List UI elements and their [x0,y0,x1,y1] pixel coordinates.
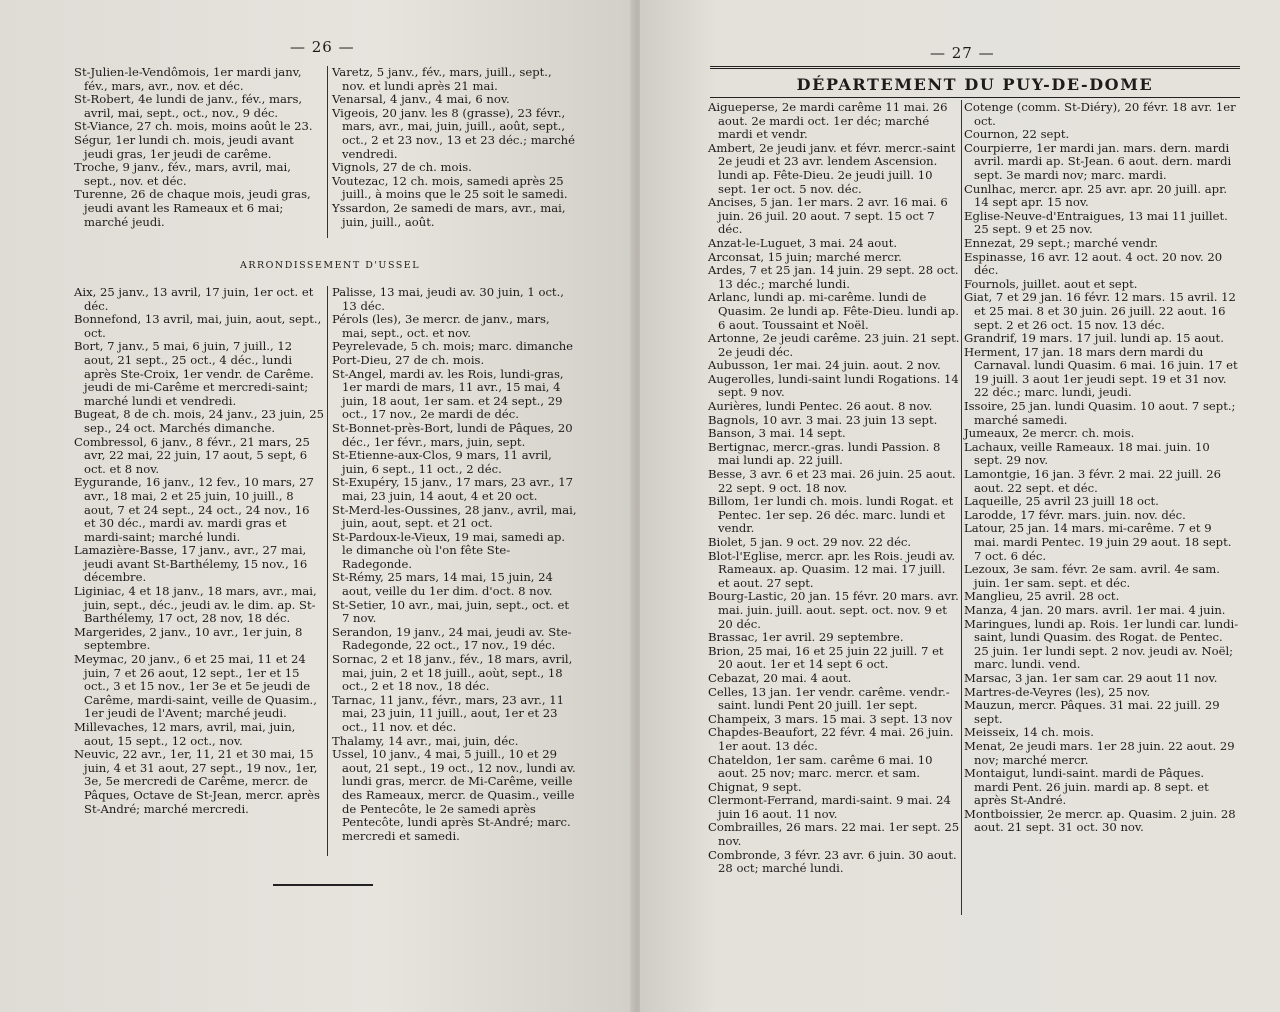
fair-entry: Mauzun, mercr. Pâques. 31 mai. 22 juill. 29 sept. [964,698,1220,726]
fair-entry: Arlanc, lundi ap. mi-carême. lundi de Quasim. 2e lundi ap. Fête-Dieu. lundi ap. 6 aout. Toussaint et Noël. [708,290,959,332]
fair-entry: Bagnols, 10 avr. 3 mai. 23 juin 13 sept. [708,412,938,427]
fair-entry: Issoire, 25 jan. lundi Quasim. 10 aout. 7 sept.; marché samedi. [964,399,1236,427]
fair-entry: Ardes, 7 et 25 jan. 14 juin. 29 sept. 28 oct. 13 déc.; marché lundi. [708,263,959,291]
fair-entry: Maringues, lundi ap. Rois. 1er lundi car. lundi-saint, lundi Quasim. des Rogat. de Pentec. 25 juin. 1er lundi sept. 2 nov. jeudi av. Noël; marc. lundi. vend. [964,616,1239,672]
right-page [640,0,1280,1012]
fair-entry: Peyrelevade, 5 ch. mois; marc. dimanche [332,339,574,354]
fair-entry: Menat, 2e jeudi mars. 1er 28 juin. 22 aout. 29 nov; marché mercr. [964,738,1235,767]
fair-entry: Cebazat, 20 mai. 4 aout. [708,670,852,685]
fair-entry: Laqueille, 25 avril 23 juill 18 oct. [964,494,1159,509]
heading-rule [710,66,1240,67]
fair-entry: Arconsat, 15 juin; marché mercr. [708,249,902,264]
fair-entry: St-Pardoux-le-Vieux, 19 mai, samedi ap. le dimanche où l'on fête Ste-Radegonde. [332,529,566,571]
fair-entry: Cotenge (comm. St-Diéry), 20 févr. 18 avr. 1er oct. [964,100,1236,128]
fair-entry: Neuvic, 22 avr., 1er, 11, 21 et 30 mai, 15 juin, 4 et 31 aout, 27 sept., 19 nov., 1er, 3e, 5e mercredi de Carême, mercr. de Pâques, Octave de St-Jean, mercr. après St-André; marché mercredi. [74,747,320,816]
fair-entry: Marsac, 3 jan. 1er sam car. 29 aout 11 nov. [964,670,1218,685]
fair-entry: Artonne, 2e jeudi carême. 23 juin. 21 sept. 2e jeudi déc. [708,331,960,359]
fair-entry: Banson, 3 mai. 14 sept. [708,426,846,441]
fair-entry: Cunlhac, mercr. apr. 25 avr. apr. 20 juill. apr. 14 sept apr. 15 nov. [964,181,1228,210]
column-d [332,286,578,843]
fair-entry: Clermont-Ferrand, mardi-saint. 9 mai. 24 juin 16 aout. 11 nov. [708,793,951,821]
fair-entry: Combronde, 3 févr. 23 avr. 6 juin. 30 aout. 28 oct; marché lundi. [708,847,957,876]
column-divider [961,100,962,915]
fair-entry: St-Robert, 4e lundi de janv., fév., mars, avril, mai, sept., oct., nov., 9 déc. [74,92,303,120]
fair-entry: Biolet, 5 jan. 9 oct. 29 nov. 22 déc. [708,535,912,549]
fair-entry: Bourg-Lastic, 20 jan. 15 févr. 20 mars. avr. mai. juin. juill. aout. sept. oct. nov. 9 et 20 déc. [708,589,959,631]
section-heading: ARRONDISSEMENT D'USSEL [239,260,421,271]
fair-entry: Voutezac, 12 ch. mois, samedi après 25 juill., à moins que le 25 soit le samedi. [332,173,568,202]
fair-entry: Martres-de-Veyres (les), 25 nov. [964,684,1151,699]
fair-entry: St-Etienne-aux-Clos, 9 mars, 11 avril, juin, 6 sept., 11 oct., 2 déc. [332,448,552,476]
fair-entry: Troche, 9 janv., fév., mars, avril, mai, sept., nov. et déc. [74,160,291,188]
fair-entry: Aubusson, 1er mai. 24 juin. aout. 2 nov. [708,358,941,373]
fair-entry: Manza, 4 jan. 20 mars. avril. 1er mai. 4 juin. [964,602,1226,617]
fair-entry: Manglieu, 25 avril. 28 oct. [964,589,1120,604]
fair-entry: St-Merd-les-Oussines, 28 janv., avril, mai, juin, aout, sept. et 21 oct. [332,502,577,531]
fair-entry: Liginiac, 4 et 18 janv., 18 mars, avr., mai, juin, sept., déc., jeudi av. le dim. ap. St-Barthélemy, 17 oct, 28 nov, 18 déc. [74,584,317,626]
fair-entry: Tarnac, 11 janv., févr., mars, 23 avr., 11 mai, 23 juin, 11 juill., aout, 1er et 23 oct., 11 nov. et déc. [332,692,564,734]
fair-entry: Montboissier, 2e mercr. ap. Quasim. 2 juin. 28 aout. 21 sept. 31 oct. 30 nov. [964,806,1236,835]
fair-entry: St-Exupéry, 15 janv., 17 mars, 23 avr., 17 mai, 23 juin, 14 aout, 4 et 20 oct. [332,475,574,503]
fair-entry: Ambert, 2e jeudi janv. et févr. mercr.-saint 2e jeudi et 23 avr. lendem Ascension. lundi ap. Fête-Dieu. 2e jeudi juill. 10 sept. 1er oct. 5 nov. déc. [708,140,956,196]
fair-entry: St-Setier, 10 avr., mai, juin, sept., oct. et 7 nov. [332,597,569,626]
column-divider [327,286,328,856]
fair-entry: Bort, 7 janv., 5 mai, 6 juin, 7 juill., 12 aout, 21 sept., 25 oct., 4 déc., lundi après Ste-Croix, 1er vendr. de Carême. jeudi de mi-Carême et mercredi-saint; marché lundi et vendredi. [74,339,314,408]
fair-entry: St-Julien-le-Vendômois, 1er mardi janv, fév., mars, avr., nov. et déc. [74,65,302,93]
fair-entry: Ussel, 10 janv., 4 mai, 5 juill., 10 et 29 aout, 21 sept., 19 oct., 12 nov., lundi av. lundi gras, mercr. de Mi-Carême, veille des Rameaux, mercr. de Quasim., veille de Pentecôte, le 2e samedi après Pentecôte, lundi après St-André; marc. mercredi et samedi. [332,747,576,843]
fair-entry: Augerolles, lundi-saint lundi Rogations. 14 sept. 9 nov. [708,371,959,400]
fair-entry: Eygurande, 16 janv., 12 fev., 10 mars, 27 avr., 18 mai, 2 et 25 juin, 10 juill., 8 aout, 7 et 24 sept., 24 oct., 24 nov., 16 et 30 déc., mardi av. mardi gras et mardi-saint; marché lundi. [74,475,314,544]
fair-entry: Blot-l'Eglise, mercr. apr. les Rois. jeudi av. Rameaux. ap. Quasim. 12 mai. 17 juill. et aout. 27 sept. [708,548,956,590]
fair-entry: Combressol, 6 janv., 8 févr., 21 mars, 25 avr, 22 mai, 22 juin, 17 aout, 5 sept, 6 oct. et 8 nov. [74,434,310,476]
fair-entry: Vignols, 27 de ch. mois. [332,160,472,175]
fair-entry: Besse, 3 avr. 6 et 23 mai. 26 juin. 25 aout. 22 sept. 9 oct. 18 nov. [708,467,956,495]
fair-entry: Millevaches, 12 mars, avril, mai, juin, aout, 15 sept., 12 oct., nov. [74,720,296,748]
column-f [964,101,1240,835]
fair-entry: Brion, 25 mai, 16 et 25 juin 22 juill. 7 et 20 aout. 1er et 14 sept 6 oct. [708,643,944,672]
fair-entry: Aurières, lundi Pentec. 26 aout. 8 nov. [708,399,933,414]
fair-entry: St-Angel, mardi av. les Rois, lundi-gras, 1er mardi de mars, 11 avr., 15 mai, 4 juin, 18 aout, 1er sam. et 24 sept., 29 oct., 17 nov., 2e mardi de déc. [332,366,564,422]
fair-entry: Ennezat, 29 sept.; marché vendr. [964,235,1159,250]
fair-entry: Meymac, 20 janv., 6 et 25 mai, 11 et 24 juin, 7 et 26 aout, 12 sept., 1er et 15 oct., 3 et 15 nov., 1er 3e et 5e jeudi de Carême, mardi-saint, veille de Quasim., 1er jeudi de l'Avent; marché jeudi. [74,652,317,721]
fair-entry: Lezoux, 3e sam. févr. 2e sam. avril. 4e sam. juin. 1er sam. sept. et déc. [964,562,1220,590]
fair-entry: Latour, 25 jan. 14 mars. mi-carême. 7 et 9 mai. mardi Pentec. 19 juin 29 aout. 18 sept. 7 oct. 6 déc. [964,521,1232,563]
fair-entry: Turenne, 26 de chaque mois, jeudi gras, jeudi avant les Rameaux et 6 mai; marché jeudi. [74,187,311,229]
fair-entry: St-Viance, 27 ch. mois, moins août le 23. [74,119,313,134]
fair-entry: Courpierre, 1er mardi jan. mars. dern. mardi avril. mardi ap. St-Jean. 6 aout. dern. mardi sept. 3e mardi nov; marc. mardi. [964,140,1232,182]
fair-entry: Lamazière-Basse, 17 janv., avr., 27 mai, jeudi avant St-Barthélemy, 15 nov., 16 décembre. [74,543,308,585]
fair-entry: Varetz, 5 janv., fév., mars, juill., sept., nov. et lundi après 21 mai. [332,65,552,93]
column-divider [327,66,328,238]
fair-entry: Lachaux, veille Rameaux. 18 mai. juin. 10 sept. 29 nov. [964,439,1210,468]
fair-entry: Bugeat, 8 de ch. mois, 24 janv., 23 juin, 25 sep., 24 oct. Marchés dimanche. [74,407,325,435]
fair-entry: Champeix, 3 mars. 15 mai. 3 sept. 13 nov [708,711,953,726]
fair-entry: Sornac, 2 et 18 janv., fév., 18 mars, avril, mai, juin, 2 et 18 juill., aoùt, sept., 18 oct., 2 et 18 nov., 18 déc. [332,652,573,694]
fair-entry: Palisse, 13 mai, jeudi av. 30 juin, 1 oct., 13 déc. [332,285,564,313]
fair-entry: Bonnefond, 13 avril, mai, juin, aout, sept., oct. [74,312,322,340]
department-heading: DÉPARTEMENT DU PUY-DE-DOME [796,75,1154,94]
fair-entry: Pérols (les), 3e mercr. de janv., mars, mai, sept., oct. et nov. [332,312,550,340]
heading-rule [710,97,1240,98]
heading-rule [710,68,1240,69]
fair-entry: Fournols, juillet. aout et sept. [964,276,1138,291]
fair-entry: Yssardon, 2e samedi de mars, avr., mai, juin, juill., août. [332,200,566,229]
fair-entry: Cournon, 22 sept. [964,127,1070,142]
fair-entry: Larodde, 17 févr. mars. juin. nov. déc. [964,507,1186,522]
fair-entry: Anzat-le-Luguet, 3 mai. 24 aout. [708,235,898,250]
fair-entry: Celles, 13 jan. 1er vendr. carême. vendr.-saint. lundi Pent 20 juill. 1er sept. [708,684,950,713]
fair-entry: Chapdes-Beaufort, 22 févr. 4 mai. 26 juin. 1er aout. 13 déc. [708,725,954,753]
fair-entry: Jumeaux, 2e mercr. ch. mois. [964,426,1135,441]
left-page [0,0,638,1012]
fair-entry: Ségur, 1er lundi ch. mois, jeudi avant jeudi gras, 1er jeudi de carême. [74,132,294,161]
fair-entry: Venarsal, 4 janv., 4 mai, 6 nov. [332,92,510,107]
page-number: — 26 — [290,38,355,56]
fair-entry: Aix, 25 janv., 13 avril, 17 juin, 1er oct. et déc. [74,285,314,313]
fair-entry: Aigueperse, 2e mardi carême 11 mai. 26 aout. 2e mardi oct. 1er déc; marché mardi et vendr. [708,100,948,142]
fair-entry: St-Rémy, 25 mars, 14 mai, 15 juin, 24 aout, veille du 1er dim. d'oct. 8 nov. [332,570,553,599]
column-a [74,66,324,229]
fair-entry: Eglise-Neuve-d'Entraigues, 13 mai 11 juillet. 25 sept. 9 et 25 nov. [964,208,1228,237]
fair-entry: Serandon, 19 janv., 24 mai, jeudi av. Ste-Radegonde, 22 oct., 17 nov., 19 déc. [332,624,572,653]
fair-entry: Grandrif, 19 mars. 17 juil. lundi ap. 15 aout. [964,331,1224,346]
fair-entry: Montaigut, lundi-saint. mardi de Pâques. mardi Pent. 26 juin. mardi ap. 8 sept. et après St-André. [964,766,1209,808]
fair-entry: Brassac, 1er avril. 29 septembre. [708,630,904,645]
fair-entry: Lamontgie, 16 jan. 3 févr. 2 mai. 22 juill. 26 aout. 22 sept. et déc. [964,467,1222,495]
fair-entry: Vigeois, 20 janv. les 8 (grasse), 23 févr., mars, avr., mai, juin, juill., août, sept., oct., 2 et 23 nov., 13 et 23 déc.; marché vendredi. [332,105,575,161]
column-e [708,101,960,876]
fair-entry: Ancises, 5 jan. 1er mars. 2 avr. 16 mai. 6 juin. 26 juil. 20 aout. 7 sept. 15 oct 7 déc. [708,195,948,237]
fair-entry: St-Bonnet-près-Bort, lundi de Pâques, 20 déc., 1er févr., mars, juin, sept. [332,420,573,449]
fair-entry: Meisseix, 14 ch. mois. [964,725,1094,740]
fair-entry: Chateldon, 1er sam. carême 6 mai. 10 aout. 25 nov; marc. mercr. et sam. [708,752,933,781]
column-c [74,286,324,816]
end-rule [273,884,373,886]
fair-entry: Billom, 1er lundi ch. mois. lundi Rogat. et Pentec. 1er sep. 26 déc. marc. lundi et vendr. [708,494,954,536]
fair-entry: Herment, 17 jan. 18 mars dern mardi du Carnaval. lundi Quasim. 6 mai. 16 juin. 17 et 19 juill. 3 aout 1er jeudi sept. 19 et 31 nov. 22 déc.; marc. lundi, jeudi. [964,344,1238,400]
fair-entry: Espinasse, 16 avr. 12 aout. 4 oct. 20 nov. 20 déc. [964,249,1223,278]
fair-entry: Chignat, 9 sept. [708,779,802,794]
fair-entry: Bertignac, mercr.-gras. lundi Passion. 8 mai lundi ap. 22 juill. [708,439,941,468]
column-b [332,66,578,229]
fair-entry: Combrailles, 26 mars. 22 mai. 1er sept. 25 nov. [708,820,960,849]
fair-entry: Margerides, 2 janv., 10 avr., 1er juin, 8 septembre. [74,624,303,653]
fair-entry: Giat, 7 et 29 jan. 16 févr. 12 mars. 15 avril. 12 et 25 mai. 8 et 30 juin. 26 juill. 22 aout. 16 sept. 2 et 26 oct. 15 nov. 13 déc. [964,290,1236,332]
page-number: — 27 — [930,44,995,62]
fair-entry: Thalamy, 14 avr., mai, juin, déc. [332,733,519,748]
fair-entry: Port-Dieu, 27 de ch. mois. [332,352,485,367]
